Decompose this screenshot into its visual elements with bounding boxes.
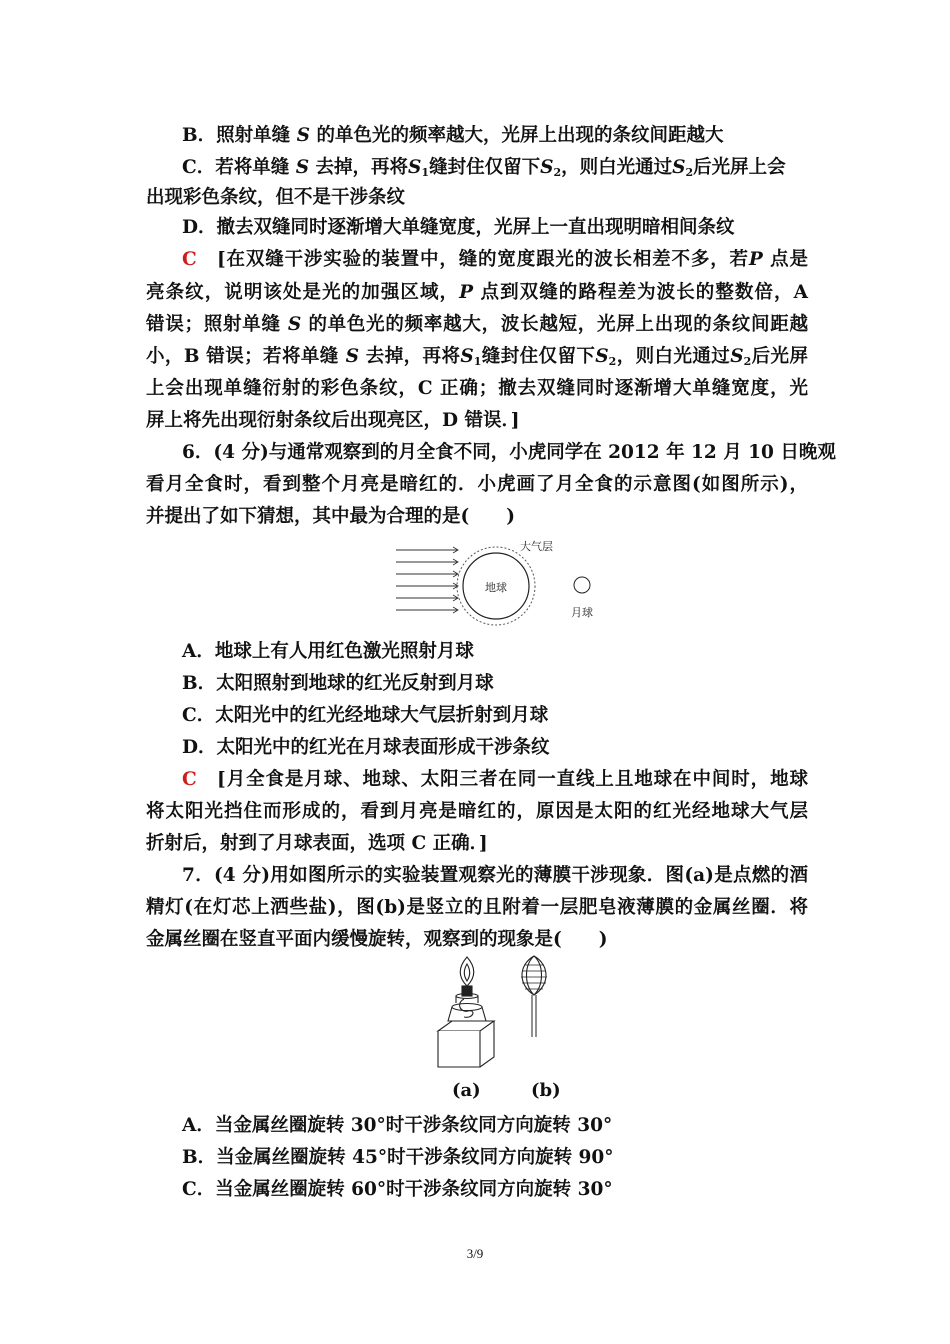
q6-answer: C bbox=[182, 769, 197, 790]
q7-stem-line2: 精灯(在灯芯上洒些盐)，图(b)是竖立的且附着一层肥皂液薄膜的金属丝圈．将 bbox=[146, 897, 808, 918]
earth-label: 地球 bbox=[485, 581, 507, 594]
q7-option-b: B．当金属丝圈旋转 45°时干涉条纹同方向旋转 90° bbox=[182, 1147, 614, 1168]
q5-answer: C bbox=[182, 249, 197, 270]
thin-film-apparatus-diagram bbox=[434, 955, 564, 1075]
q5-explanation-line2: 亮条纹，说明该处是光的加强区域，P 点到双缝的路程差为波长的整数倍，A bbox=[146, 282, 808, 303]
q6-stem-line3: 并提出了如下猜想，其中最为合理的是( ) bbox=[146, 506, 516, 527]
q5-option-d: D．撤去双缝同时逐渐增大单缝宽度，光屏上一直出现明暗相间条纹 bbox=[182, 217, 735, 238]
q6-option-c: C．太阳光中的红光经地球大气层折射到月球 bbox=[182, 705, 549, 726]
figure-a-label: (a) bbox=[452, 1080, 481, 1101]
sunlight-rays bbox=[396, 547, 458, 613]
q6-stem-line1: 6．(4 分)与通常观察到的月全食不同，小虎同学在 2012 年 12 月 10 日晚观 bbox=[182, 442, 836, 463]
alcohol-lamp bbox=[438, 957, 494, 1067]
q7-stem-line1: 7．(4 分)用如图所示的实验装置观察光的薄膜干涉现象．图(a)是点燃的酒 bbox=[182, 865, 808, 886]
q6-explanation-line3: 折射后，射到了月球表面，选项 C 正确．] bbox=[146, 833, 488, 854]
q7-stem-line3: 金属丝圈在竖直平面内缓慢旋转，观察到的现象是( ) bbox=[146, 929, 608, 950]
q5-explanation-line3: 错误；照射单缝 S 的单色光的频率越大，波长越短，光屏上出现的条纹间距越 bbox=[146, 314, 808, 335]
q5-explanation-line5: 上会出现单缝衍射的彩色条纹，C 正确；撤去双缝同时逐渐增大单缝宽度，光 bbox=[146, 378, 808, 399]
q7-option-a: A．当金属丝圈旋转 30°时干涉条纹同方向旋转 30° bbox=[182, 1115, 613, 1136]
moon-label: 月球 bbox=[571, 606, 593, 619]
moon-circle bbox=[574, 577, 590, 593]
q6-option-d: D．太阳光中的红光在月球表面形成干涉条纹 bbox=[182, 737, 550, 758]
q6-explanation-line1: C [月全食是月球、地球、太阳三者在同一直线上且地球在中间时，地球 bbox=[182, 769, 808, 790]
q6-stem-line2: 看月全食时，看到整个月亮是暗红的．小虎画了月全食的示意图(如图所示)， bbox=[146, 474, 808, 495]
q5-option-c: C．若将单缝 S 去掉，再将$S_1$缝封住仅留下$S_2$，则白光通过$S_2$后光屏上会 bbox=[182, 157, 786, 179]
wire-loop-soap-film bbox=[521, 956, 547, 1037]
q5-explanation-line1: C [在双缝干涉实验的装置中，缝的宽度跟光的波长相差不多，若P 点是 bbox=[182, 249, 808, 270]
q5-option-b: B．照射单缝 S 的单色光的频率越大，光屏上出现的条纹间距越大 bbox=[182, 125, 724, 146]
q5-option-c-line2: 出现彩色条纹，但不是干涉条纹 bbox=[146, 187, 406, 208]
q7-option-c: C．当金属丝圈旋转 60°时干涉条纹同方向旋转 30° bbox=[182, 1179, 613, 1200]
q5-explanation-line4: 小，B 错误；若将单缝 S 去掉，再将$S_1$缝封住仅留下$S_2$，则白光通过$S_2$后光屏 bbox=[146, 346, 808, 368]
q6-option-a: A．地球上有人用红色激光照射月球 bbox=[182, 641, 474, 662]
atmosphere-label: 大气层 bbox=[520, 540, 553, 553]
page-number: 3/9 bbox=[466, 1246, 484, 1261]
figure-b-label: (b) bbox=[531, 1080, 561, 1101]
q6-option-b: B．太阳照射到地球的红光反射到月球 bbox=[182, 673, 494, 694]
q5-explanation-line6: 屏上将先出现衍射条纹后出现亮区，D 错误．] bbox=[146, 410, 520, 431]
q6-explanation-line2: 将太阳光挡住而形成的，看到月亮是暗红的，原因是太阳的红光经地球大气层 bbox=[146, 801, 808, 822]
lunar-eclipse-diagram bbox=[390, 536, 610, 626]
